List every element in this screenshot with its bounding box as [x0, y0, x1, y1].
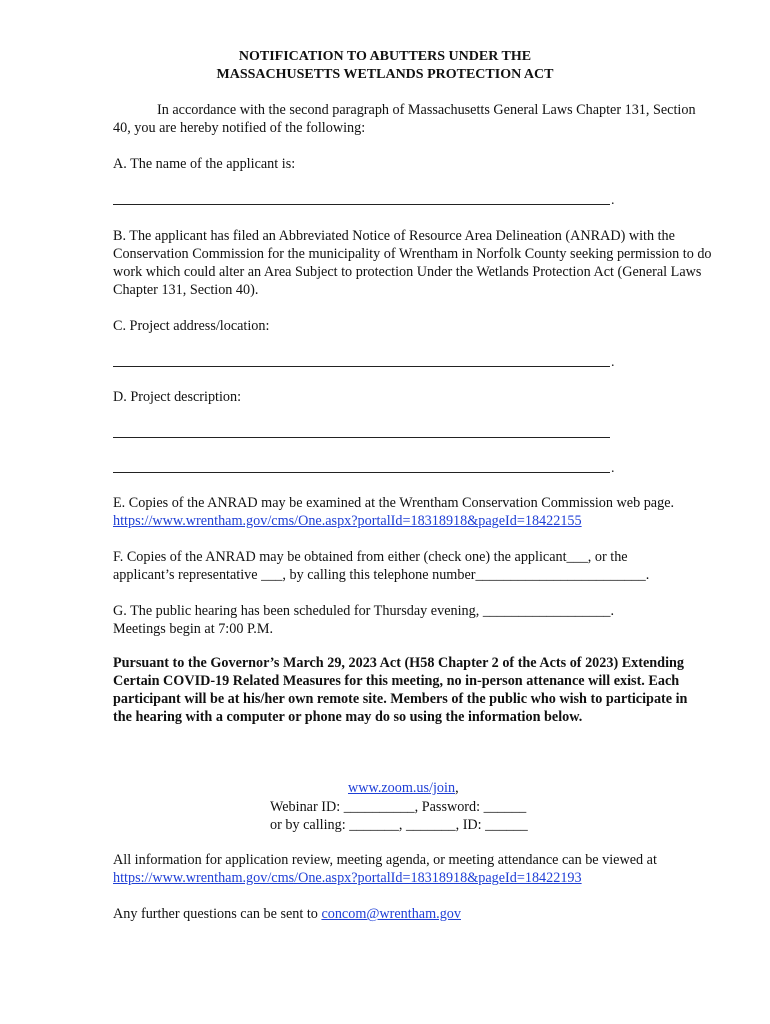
section-g-line-1: G. The public hearing has been scheduled for Thursday evening, __________________. — [113, 603, 615, 619]
section-f-paragraph — [113, 548, 733, 584]
project-address-line — [113, 366, 610, 367]
title-line-1: NOTIFICATION TO ABUTTERS UNDER THE — [238, 49, 532, 64]
section-d-period: . — [611, 461, 615, 476]
intro-paragraph: In accordance with the second paragraph of Massachusetts General Laws Chapter 131, Section 40, you are hereby notified of the following: — [113, 102, 696, 136]
section-d-label: D. Project description: — [113, 389, 242, 405]
section-a-period: . — [611, 193, 615, 208]
section-g-paragraph — [113, 602, 713, 638]
zoom-link-comma: , — [455, 780, 459, 796]
zoom-join-link[interactable]: www.zoom.us/join — [348, 780, 456, 796]
concom-email-link[interactable]: concom@wrentham.gov — [321, 906, 461, 922]
questions-text: Any further questions can be sent to — [113, 906, 318, 922]
anrad-webpage-link[interactable]: https://www.wrentham.gov/cms/One.aspx?portalId=18318918&pageId=18422155 — [113, 513, 582, 529]
info-paragraph — [113, 851, 723, 887]
section-e-text: E. Copies of the ANRAD may be examined at the Wrentham Conservation Commission web page. — [113, 495, 675, 511]
section-f-line-2: applicant’s representative ___, by calling this telephone number________________________. — [113, 567, 650, 583]
calling-row: or by calling: _______, _______, ID: ______ — [270, 817, 528, 833]
webinar-id-row: Webinar ID: __________, Password: ______ — [270, 798, 527, 815]
questions-paragraph — [113, 905, 713, 923]
zoom-info — [270, 779, 570, 835]
info-text: All information for application review, meeting agenda, or meeting attendance can be viewed at — [113, 852, 657, 868]
title-line-2: MASSACHUSETTS WETLANDS PROTECTION ACT — [216, 67, 554, 82]
section-a-label: A. The name of the applicant is: — [113, 156, 296, 172]
section-f-line-1: F. Copies of the ANRAD may be obtained from either (check one) the applicant___, or the — [113, 549, 628, 565]
meeting-info-link[interactable]: https://www.wrentham.gov/cms/One.aspx?portalId=18318918&pageId=18422193 — [113, 870, 582, 886]
project-description-line-2 — [113, 472, 610, 473]
applicant-name-line — [113, 204, 610, 205]
section-c-label: C. Project address/location: — [113, 318, 270, 334]
section-g-line-2: Meetings begin at 7:00 P.M. — [113, 621, 273, 637]
project-description-line-1 — [113, 437, 610, 438]
section-c-period: . — [611, 355, 615, 370]
covid-notice: Pursuant to the Governor’s March 29, 2023 Act (H58 Chapter 2 of the Acts of 2023) Extending Certain COVID-19 Related Measures for this meeting, no in-person attenance will exist. Each participant will be at his/her own remote site. Members of the public who wish to participate in the hearing with a computer or phone may do so using the information below. — [113, 655, 688, 725]
zoom-link-row — [270, 779, 570, 798]
section-e-paragraph — [113, 494, 713, 530]
section-b-paragraph: B. The applicant has filed an Abbreviated Notice of Resource Area Delineation (ANRAD) with the Conservation Commission for the municipality of Wrentham in Norfolk County seeking permission to do work which could alter an Area Subject to protection Under the Wetlands Protection Act (General Laws Chapter 131, Section 40). — [113, 228, 712, 298]
